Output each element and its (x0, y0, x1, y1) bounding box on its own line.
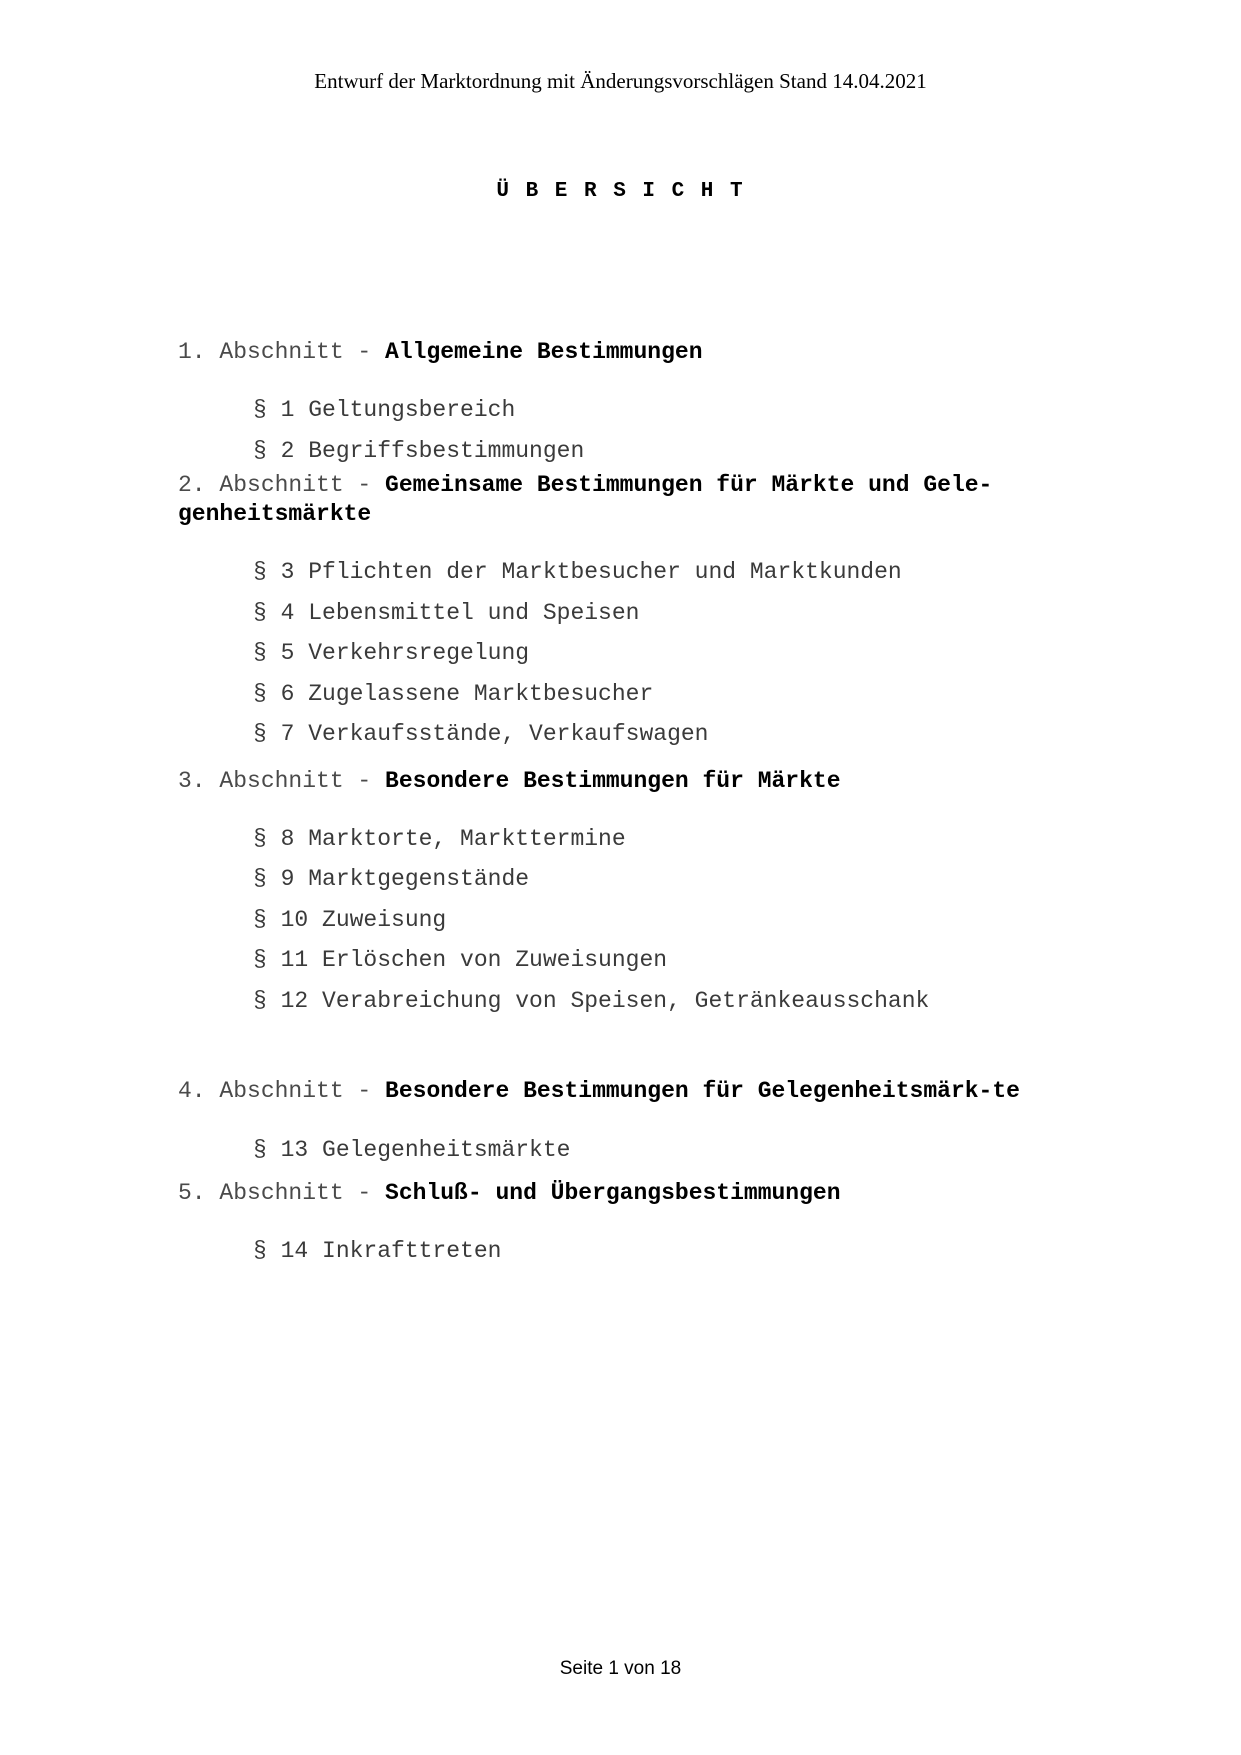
section-number: 3. Abschnitt - (178, 767, 386, 794)
section-heading (178, 338, 1078, 367)
paragraph-item: § 3 Pflichten der Marktbesucher und Marktkunden (253, 559, 902, 585)
section-title: Schluß- und Übergangsbestimmungen (385, 1179, 841, 1206)
paragraph-item: § 11 Erlöschen von Zuweisungen (253, 947, 668, 973)
paragraph-item: § 5 Verkehrsregelung (253, 640, 530, 666)
section-number: 4. Abschnitt - (178, 1078, 386, 1104)
paragraph-list (253, 1130, 1078, 1171)
section-title: Besondere Bestimmungen für Märkte (385, 767, 841, 794)
document-title: Ü B E R S I C H T (496, 180, 745, 203)
paragraph-item: § 2 Begriffsbestimmungen (253, 437, 585, 464)
section-heading (178, 767, 1078, 796)
section-3 (178, 767, 1078, 1022)
paragraph-list (253, 819, 1078, 1022)
paragraph-item: § 7 Verkaufsstände, Verkaufswagen (253, 721, 709, 747)
paragraph-item: § 1 Geltungsbereich (253, 397, 516, 423)
paragraph-item: § 4 Lebensmittel und Speisen (253, 599, 640, 626)
page-header: Entwurf der Marktordnung mit Änderungsvorschlägen Stand 14.04.2021 (314, 69, 927, 93)
section-title: Allgemeine Bestimmungen (385, 339, 703, 365)
section-title: Gemeinsame Bestimmungen für Märkte und Gele-genheitsmärkte (178, 472, 993, 527)
section-2 (178, 471, 1078, 755)
section-number: 1. Abschnitt - (178, 339, 386, 365)
paragraph-item: § 9 Marktgegenstände (253, 866, 530, 892)
section-number: 2. Abschnitt - (178, 472, 386, 498)
section-heading (178, 1071, 1058, 1112)
section-4 (178, 1071, 1078, 1171)
paragraph-item: § 12 Verabreichung von Speisen, Getränkeausschank (253, 987, 930, 1014)
paragraph-item: § 13 Gelegenheitsmärkte (253, 1137, 571, 1163)
table-of-contents (178, 338, 1078, 1271)
section-number: 5. Abschnitt - (178, 1179, 386, 1206)
paragraph-item: § 8 Marktorte, Markttermine (253, 825, 626, 852)
section-heading (178, 1179, 1078, 1208)
section-1 (178, 338, 1078, 471)
section-5 (178, 1179, 1078, 1272)
paragraph-item: § 14 Inkrafttreten (253, 1237, 502, 1264)
paragraph-list (253, 552, 1078, 755)
paragraph-list (253, 390, 1078, 471)
paragraph-item: § 6 Zugelassene Marktbesucher (253, 680, 654, 707)
paragraph-list (253, 1231, 1078, 1272)
paragraph-item: § 10 Zuweisung (253, 906, 447, 933)
section-heading (178, 471, 1018, 529)
page-number: Seite 1 von 18 (559, 1658, 682, 1679)
section-title: Besondere Bestimmungen für Gelegenheitsmärk-te (385, 1078, 1020, 1104)
